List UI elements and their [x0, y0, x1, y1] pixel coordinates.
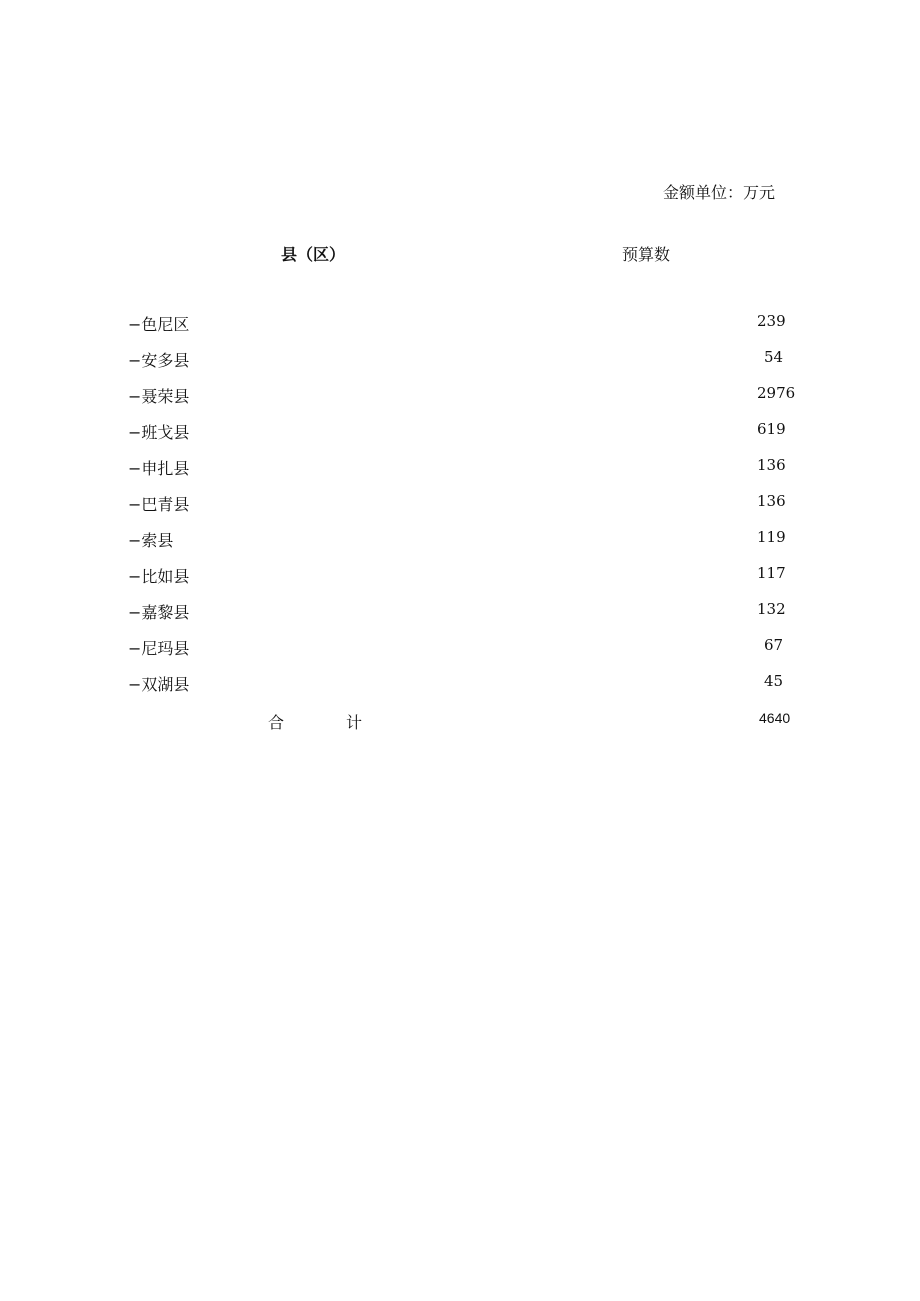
budget-value: 132	[757, 600, 786, 618]
county-name: −班戈县	[128, 423, 190, 442]
table-row	[0, 348, 920, 372]
column-header-county: 县（区）	[281, 245, 346, 264]
budget-value: 136	[757, 456, 786, 474]
county-name: −安多县	[128, 351, 190, 370]
table-row	[0, 420, 920, 444]
county-name: −尼玛县	[128, 639, 190, 658]
table-row	[0, 636, 920, 660]
total-row	[0, 710, 920, 734]
county-name: −嘉黎县	[128, 603, 190, 622]
budget-value: 45	[764, 672, 784, 690]
table-row	[0, 312, 920, 336]
table-row	[0, 456, 920, 480]
budget-value: 136	[757, 492, 786, 510]
unit-label: 金额单位：万元	[663, 183, 776, 202]
total-value: 4640	[759, 710, 791, 726]
total-label-first-char: 合	[268, 713, 285, 732]
total-label-second-char: 计	[346, 713, 363, 732]
budget-value: 117	[757, 564, 786, 582]
budget-value: 2976	[757, 384, 796, 402]
county-name: −巴青县	[128, 495, 190, 514]
budget-value: 54	[764, 348, 784, 366]
column-header-budget: 预算数	[622, 245, 671, 264]
table-row	[0, 384, 920, 408]
table-row	[0, 564, 920, 588]
table-row	[0, 492, 920, 516]
budget-value: 239	[757, 312, 786, 330]
county-name: −双湖县	[128, 675, 190, 694]
county-name: −色尼区	[128, 315, 190, 334]
budget-value: 67	[764, 636, 784, 654]
budget-value: 119	[757, 528, 786, 546]
table-row	[0, 672, 920, 696]
table-row	[0, 528, 920, 552]
county-name: −聂荣县	[128, 387, 190, 406]
budget-value: 619	[757, 420, 786, 438]
county-name: −比如县	[128, 567, 190, 586]
county-name: −索县	[128, 531, 174, 550]
table-row	[0, 600, 920, 624]
county-name: −申扎县	[128, 459, 190, 478]
